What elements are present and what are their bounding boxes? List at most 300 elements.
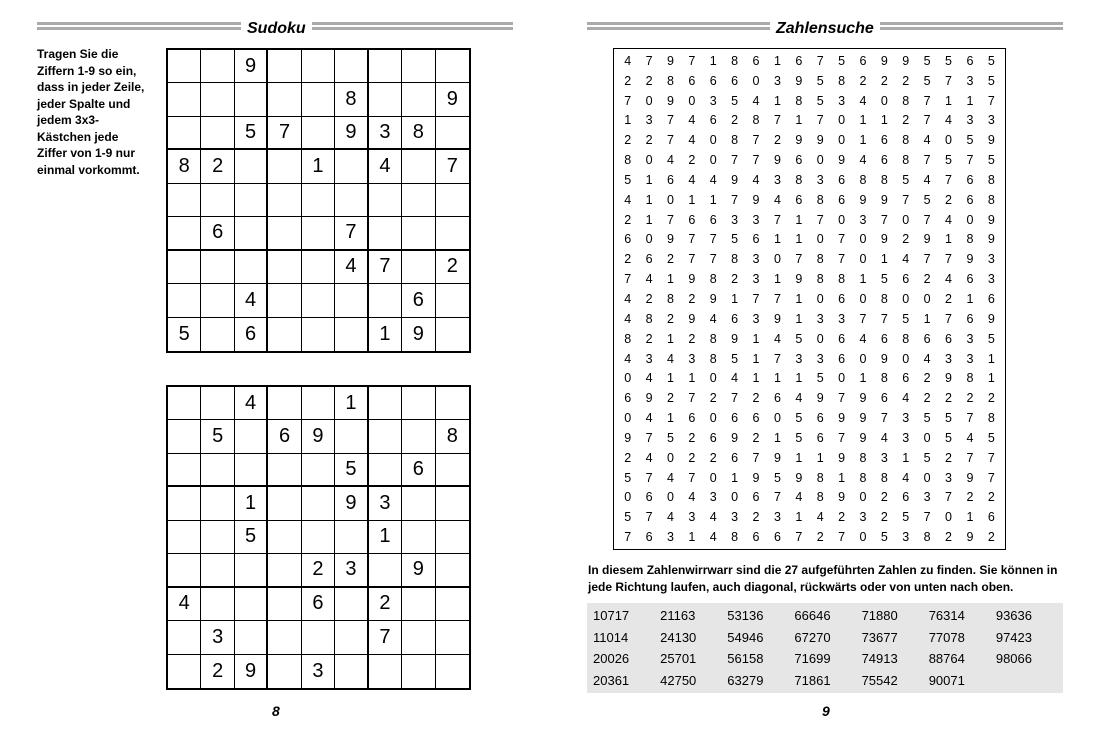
sudoku-cell[interactable] [302,621,335,654]
grid-digit[interactable]: 9 [688,272,696,287]
grid-digit[interactable]: 3 [966,331,974,346]
sudoku-cell[interactable] [335,420,368,453]
grid-digit[interactable]: 5 [923,53,931,68]
grid-digit[interactable]: 2 [666,252,674,267]
sudoku-cell[interactable] [335,318,368,351]
grid-digit[interactable]: 9 [645,391,653,406]
grid-digit[interactable]: 5 [795,331,803,346]
grid-digit[interactable]: 4 [945,272,952,287]
grid-digit[interactable]: 6 [688,212,696,227]
grid-digit[interactable]: 8 [880,470,888,485]
grid-digit[interactable]: 0 [859,291,867,306]
grid-digit[interactable]: 1 [816,450,824,465]
grid-digit[interactable]: 5 [624,172,632,187]
sudoku-cell[interactable] [168,487,201,520]
grid-digit[interactable]: 2 [880,510,888,525]
grid-digit[interactable]: 4 [966,430,974,445]
sudoku-cell[interactable] [201,487,234,520]
sudoku-cell[interactable] [335,50,368,83]
sudoku-cell[interactable] [268,184,301,217]
sudoku-cell[interactable] [235,184,268,217]
grid-digit[interactable]: 5 [880,530,888,545]
grid-digit[interactable]: 5 [816,73,824,88]
sudoku-cell[interactable] [369,83,402,116]
grid-digit[interactable]: 1 [880,113,888,128]
sudoku-cell[interactable] [402,251,435,284]
grid-digit[interactable]: 2 [624,133,632,148]
grid-digit[interactable]: 6 [645,530,653,545]
grid-digit[interactable]: 6 [773,391,781,406]
grid-digit[interactable]: 7 [666,113,674,128]
sudoku-cell[interactable] [168,117,201,150]
grid-digit[interactable]: 3 [773,172,781,187]
grid-digit[interactable]: 0 [645,153,653,168]
sudoku-cell[interactable] [402,83,435,116]
grid-digit[interactable]: 4 [945,113,952,128]
sudoku-cell[interactable] [235,217,268,250]
grid-digit[interactable]: 2 [859,73,867,88]
grid-digit[interactable]: 9 [987,212,995,227]
grid-digit[interactable]: 6 [987,291,995,306]
grid-digit[interactable]: 4 [752,93,760,108]
sudoku-cell[interactable] [402,621,435,654]
grid-digit[interactable]: 7 [752,291,760,306]
sudoku-cell[interactable] [201,554,234,587]
sudoku-cell[interactable] [201,117,234,150]
grid-digit[interactable]: 5 [987,430,995,445]
sudoku-cell[interactable]: 9 [436,83,469,116]
grid-digit[interactable]: 8 [902,153,910,168]
sudoku-cell[interactable]: 9 [235,50,268,83]
grid-digit[interactable]: 1 [773,53,781,68]
sudoku-cell[interactable] [369,217,402,250]
sudoku-cell[interactable]: 3 [335,554,368,587]
grid-digit[interactable]: 9 [838,411,846,426]
sudoku-cell[interactable] [369,655,402,688]
grid-digit[interactable]: 9 [731,172,739,187]
grid-digit[interactable]: 2 [752,510,760,525]
grid-digit[interactable]: 3 [709,93,717,108]
grid-digit[interactable]: 6 [731,450,739,465]
grid-digit[interactable]: 9 [987,133,995,148]
sudoku-cell[interactable] [369,184,402,217]
grid-digit[interactable]: 8 [795,172,803,187]
grid-digit[interactable]: 9 [795,470,803,485]
grid-digit[interactable]: 2 [624,450,632,465]
grid-digit[interactable]: 8 [666,73,674,88]
grid-digit[interactable]: 1 [859,133,867,148]
grid-digit[interactable]: 2 [945,530,952,545]
grid-digit[interactable]: 5 [987,73,995,88]
grid-digit[interactable]: 2 [987,490,995,505]
grid-digit[interactable]: 4 [624,291,632,306]
grid-digit[interactable]: 4 [624,192,632,207]
grid-digit[interactable]: 6 [859,53,867,68]
grid-digit[interactable]: 3 [645,113,653,128]
sudoku-cell[interactable]: 5 [168,318,201,351]
grid-digit[interactable]: 7 [645,53,653,68]
sudoku-cell[interactable] [235,83,268,116]
sudoku-cell[interactable] [436,284,469,317]
sudoku-cell[interactable] [302,217,335,250]
grid-digit[interactable]: 1 [709,53,717,68]
grid-digit[interactable]: 5 [795,411,803,426]
grid-digit[interactable]: 4 [773,331,781,346]
grid-digit[interactable]: 7 [773,351,781,366]
sudoku-cell[interactable]: 2 [302,554,335,587]
sudoku-cell[interactable]: 8 [168,150,201,183]
grid-digit[interactable]: 7 [966,411,974,426]
grid-digit[interactable]: 2 [880,490,888,505]
grid-digit[interactable]: 4 [709,510,717,525]
grid-digit[interactable]: 9 [859,192,867,207]
grid-digit[interactable]: 1 [624,113,632,128]
sudoku-cell[interactable] [268,588,301,621]
grid-digit[interactable]: 8 [987,192,995,207]
sudoku-cell[interactable]: 1 [369,521,402,554]
grid-digit[interactable]: 5 [731,93,739,108]
grid-digit[interactable]: 6 [923,331,931,346]
sudoku-cell[interactable] [302,50,335,83]
grid-digit[interactable]: 0 [709,153,717,168]
grid-digit[interactable]: 8 [624,153,632,168]
grid-digit[interactable]: 7 [987,450,995,465]
grid-digit[interactable]: 4 [688,133,696,148]
grid-digit[interactable]: 1 [773,430,781,445]
sudoku-cell[interactable] [168,554,201,587]
grid-digit[interactable]: 7 [666,212,674,227]
sudoku-cell[interactable] [436,588,469,621]
grid-digit[interactable]: 4 [923,351,931,366]
grid-digit[interactable]: 3 [731,212,739,227]
grid-digit[interactable]: 8 [966,232,974,247]
grid-digit[interactable]: 3 [859,510,867,525]
grid-digit[interactable]: 6 [902,490,910,505]
sudoku-cell[interactable] [268,621,301,654]
sudoku-cell[interactable] [302,387,335,420]
sudoku-cell[interactable] [268,251,301,284]
grid-digit[interactable]: 7 [838,232,846,247]
grid-digit[interactable]: 7 [709,232,717,247]
grid-digit[interactable]: 8 [880,291,888,306]
sudoku-cell[interactable] [268,521,301,554]
sudoku-cell[interactable] [235,454,268,487]
sudoku-cell[interactable] [436,184,469,217]
sudoku-cell[interactable]: 4 [235,387,268,420]
sudoku-cell[interactable] [201,318,234,351]
grid-digit[interactable]: 0 [880,93,888,108]
sudoku-cell[interactable] [268,554,301,587]
grid-digit[interactable]: 8 [902,331,910,346]
grid-digit[interactable]: 8 [731,133,739,148]
grid-digit[interactable]: 6 [624,232,632,247]
grid-digit[interactable]: 7 [945,172,952,187]
grid-digit[interactable]: 2 [688,450,696,465]
grid-digit[interactable]: 4 [923,133,931,148]
grid-digit[interactable]: 4 [880,430,888,445]
sudoku-cell[interactable] [168,83,201,116]
grid-digit[interactable]: 7 [624,93,632,108]
grid-digit[interactable]: 2 [773,133,781,148]
grid-digit[interactable]: 2 [645,133,653,148]
grid-digit[interactable]: 2 [945,192,952,207]
grid-digit[interactable]: 5 [838,53,846,68]
grid-digit[interactable]: 2 [666,391,674,406]
grid-digit[interactable]: 1 [838,470,846,485]
grid-digit[interactable]: 3 [688,351,696,366]
sudoku-cell[interactable] [302,184,335,217]
grid-digit[interactable]: 5 [666,430,674,445]
sudoku-cell[interactable] [436,621,469,654]
sudoku-cell[interactable] [436,217,469,250]
grid-digit[interactable]: 9 [752,192,760,207]
sudoku-cell[interactable] [268,217,301,250]
grid-digit[interactable]: 9 [859,391,867,406]
grid-digit[interactable]: 5 [624,510,632,525]
grid-digit[interactable]: 0 [731,490,739,505]
sudoku-cell[interactable] [402,521,435,554]
grid-digit[interactable]: 7 [773,113,781,128]
sudoku-cell[interactable] [436,454,469,487]
grid-digit[interactable]: 7 [731,153,739,168]
grid-digit[interactable]: 7 [816,113,824,128]
grid-digit[interactable]: 3 [838,93,846,108]
grid-digit[interactable]: 1 [859,371,867,386]
sudoku-cell[interactable] [436,521,469,554]
grid-digit[interactable]: 4 [624,311,632,326]
grid-digit[interactable]: 6 [795,153,803,168]
grid-digit[interactable]: 0 [666,450,674,465]
grid-digit[interactable]: 7 [688,53,696,68]
grid-digit[interactable]: 6 [880,153,888,168]
grid-digit[interactable]: 3 [752,311,760,326]
grid-digit[interactable]: 1 [859,272,867,287]
grid-digit[interactable]: 0 [709,371,717,386]
grid-digit[interactable]: 7 [816,212,824,227]
grid-digit[interactable]: 6 [945,331,952,346]
grid-digit[interactable]: 9 [966,470,974,485]
sudoku-cell[interactable]: 3 [302,655,335,688]
grid-digit[interactable]: 9 [838,450,846,465]
grid-digit[interactable]: 2 [709,391,717,406]
grid-digit[interactable]: 4 [709,172,717,187]
grid-digit[interactable]: 5 [923,450,931,465]
grid-digit[interactable]: 0 [902,351,910,366]
sudoku-cell[interactable] [268,83,301,116]
grid-digit[interactable]: 3 [838,311,846,326]
grid-digit[interactable]: 5 [987,331,995,346]
sudoku-cell[interactable]: 4 [369,150,402,183]
grid-digit[interactable]: 6 [688,73,696,88]
sudoku-cell[interactable]: 5 [235,521,268,554]
grid-digit[interactable]: 0 [688,93,696,108]
grid-digit[interactable]: 4 [666,351,674,366]
grid-digit[interactable]: 0 [859,351,867,366]
sudoku-cell[interactable] [235,150,268,183]
grid-digit[interactable]: 0 [923,470,931,485]
grid-digit[interactable]: 7 [795,252,803,267]
grid-digit[interactable]: 1 [645,212,653,227]
sudoku-cell[interactable]: 1 [369,318,402,351]
grid-digit[interactable]: 6 [966,311,974,326]
sudoku-cell[interactable]: 6 [235,318,268,351]
grid-digit[interactable]: 5 [923,192,931,207]
sudoku-cell[interactable] [436,50,469,83]
grid-digit[interactable]: 7 [773,291,781,306]
grid-digit[interactable]: 4 [666,510,674,525]
grid-digit[interactable]: 4 [795,391,803,406]
sudoku-cell[interactable] [402,487,435,520]
grid-digit[interactable]: 0 [838,133,846,148]
grid-digit[interactable]: 7 [966,153,974,168]
grid-digit[interactable]: 6 [816,411,824,426]
grid-digit[interactable]: 8 [666,291,674,306]
grid-digit[interactable]: 7 [773,212,781,227]
grid-digit[interactable]: 2 [923,272,931,287]
grid-digit[interactable]: 3 [709,490,717,505]
sudoku-cell[interactable] [402,387,435,420]
grid-digit[interactable]: 2 [945,450,952,465]
grid-digit[interactable]: 9 [987,232,995,247]
grid-digit[interactable]: 1 [795,232,803,247]
sudoku-cell[interactable] [268,284,301,317]
grid-digit[interactable]: 6 [666,172,674,187]
grid-digit[interactable]: 0 [902,212,910,227]
sudoku-cell[interactable] [168,621,201,654]
sudoku-cell[interactable]: 4 [335,251,368,284]
grid-digit[interactable]: 8 [859,450,867,465]
sudoku-cell[interactable]: 7 [369,251,402,284]
grid-digit[interactable]: 8 [709,351,717,366]
grid-digit[interactable]: 3 [816,311,824,326]
sudoku-cell[interactable]: 7 [369,621,402,654]
grid-digit[interactable]: 7 [880,212,888,227]
grid-digit[interactable]: 4 [666,470,674,485]
sudoku-cell[interactable] [201,83,234,116]
grid-digit[interactable]: 6 [752,53,760,68]
grid-digit[interactable]: 8 [709,331,717,346]
grid-digit[interactable]: 1 [666,331,674,346]
grid-digit[interactable]: 2 [923,371,931,386]
grid-digit[interactable]: 8 [816,272,824,287]
sudoku-cell[interactable]: 8 [436,420,469,453]
grid-digit[interactable]: 4 [923,172,931,187]
sudoku-cell[interactable]: 9 [335,487,368,520]
sudoku-cell[interactable] [302,454,335,487]
grid-digit[interactable]: 4 [945,212,952,227]
grid-digit[interactable]: 7 [688,252,696,267]
grid-digit[interactable]: 8 [838,73,846,88]
grid-digit[interactable]: 6 [902,371,910,386]
sudoku-cell[interactable]: 6 [402,454,435,487]
sudoku-cell[interactable]: 6 [402,284,435,317]
grid-digit[interactable]: 7 [880,411,888,426]
grid-digit[interactable]: 2 [945,391,952,406]
grid-digit[interactable]: 4 [859,331,867,346]
grid-digit[interactable]: 5 [816,93,824,108]
grid-digit[interactable]: 7 [752,153,760,168]
sudoku-cell[interactable]: 7 [436,150,469,183]
grid-digit[interactable]: 6 [966,53,974,68]
grid-digit[interactable]: 4 [859,153,867,168]
grid-digit[interactable]: 9 [838,490,846,505]
grid-digit[interactable]: 7 [773,490,781,505]
grid-digit[interactable]: 4 [688,172,696,187]
grid-digit[interactable]: 8 [731,252,739,267]
grid-digit[interactable]: 7 [838,252,846,267]
grid-digit[interactable]: 0 [666,192,674,207]
grid-digit[interactable]: 1 [880,252,888,267]
grid-digit[interactable]: 8 [731,530,739,545]
sudoku-cell[interactable] [201,284,234,317]
grid-digit[interactable]: 5 [987,153,995,168]
grid-digit[interactable]: 9 [795,133,803,148]
grid-digit[interactable]: 9 [752,470,760,485]
sudoku-cell[interactable]: 2 [201,150,234,183]
grid-digit[interactable]: 8 [902,93,910,108]
grid-digit[interactable]: 2 [816,530,824,545]
grid-digit[interactable]: 6 [880,391,888,406]
sudoku-cell[interactable]: 1 [235,487,268,520]
grid-digit[interactable]: 4 [859,93,867,108]
grid-digit[interactable]: 4 [624,53,632,68]
sudoku-cell[interactable]: 1 [335,387,368,420]
grid-digit[interactable]: 9 [880,232,888,247]
sudoku-cell[interactable] [302,284,335,317]
sudoku-cell[interactable] [302,83,335,116]
grid-digit[interactable]: 3 [816,351,824,366]
sudoku-cell[interactable]: 2 [436,251,469,284]
grid-digit[interactable]: 5 [923,411,931,426]
grid-digit[interactable]: 7 [731,192,739,207]
grid-digit[interactable]: 1 [966,291,974,306]
sudoku-cell[interactable]: 8 [335,83,368,116]
grid-digit[interactable]: 3 [966,351,974,366]
grid-digit[interactable]: 7 [838,530,846,545]
grid-digit[interactable]: 7 [752,450,760,465]
sudoku-cell[interactable] [201,184,234,217]
sudoku-cell[interactable]: 6 [268,420,301,453]
grid-digit[interactable]: 2 [624,73,632,88]
sudoku-cell[interactable] [369,420,402,453]
grid-digit[interactable]: 3 [880,450,888,465]
grid-digit[interactable]: 9 [773,153,781,168]
grid-digit[interactable]: 5 [624,470,632,485]
grid-digit[interactable]: 4 [709,530,717,545]
grid-digit[interactable]: 6 [752,490,760,505]
sudoku-cell[interactable] [436,487,469,520]
sudoku-cell[interactable]: 9 [235,655,268,688]
grid-digit[interactable]: 3 [966,113,974,128]
grid-digit[interactable]: 1 [666,411,674,426]
grid-digit[interactable]: 2 [688,291,696,306]
grid-digit[interactable]: 3 [773,73,781,88]
sudoku-cell[interactable]: 9 [335,117,368,150]
grid-digit[interactable]: 3 [666,530,674,545]
grid-digit[interactable]: 7 [945,490,952,505]
grid-digit[interactable]: 3 [731,510,739,525]
grid-digit[interactable]: 2 [688,153,696,168]
grid-digit[interactable]: 8 [880,172,888,187]
sudoku-cell[interactable]: 5 [235,117,268,150]
grid-digit[interactable]: 0 [666,490,674,505]
grid-digit[interactable]: 2 [688,430,696,445]
grid-digit[interactable]: 6 [902,272,910,287]
grid-digit[interactable]: 3 [987,113,995,128]
grid-digit[interactable]: 2 [902,113,910,128]
grid-digit[interactable]: 1 [795,291,803,306]
grid-digit[interactable]: 9 [731,331,739,346]
